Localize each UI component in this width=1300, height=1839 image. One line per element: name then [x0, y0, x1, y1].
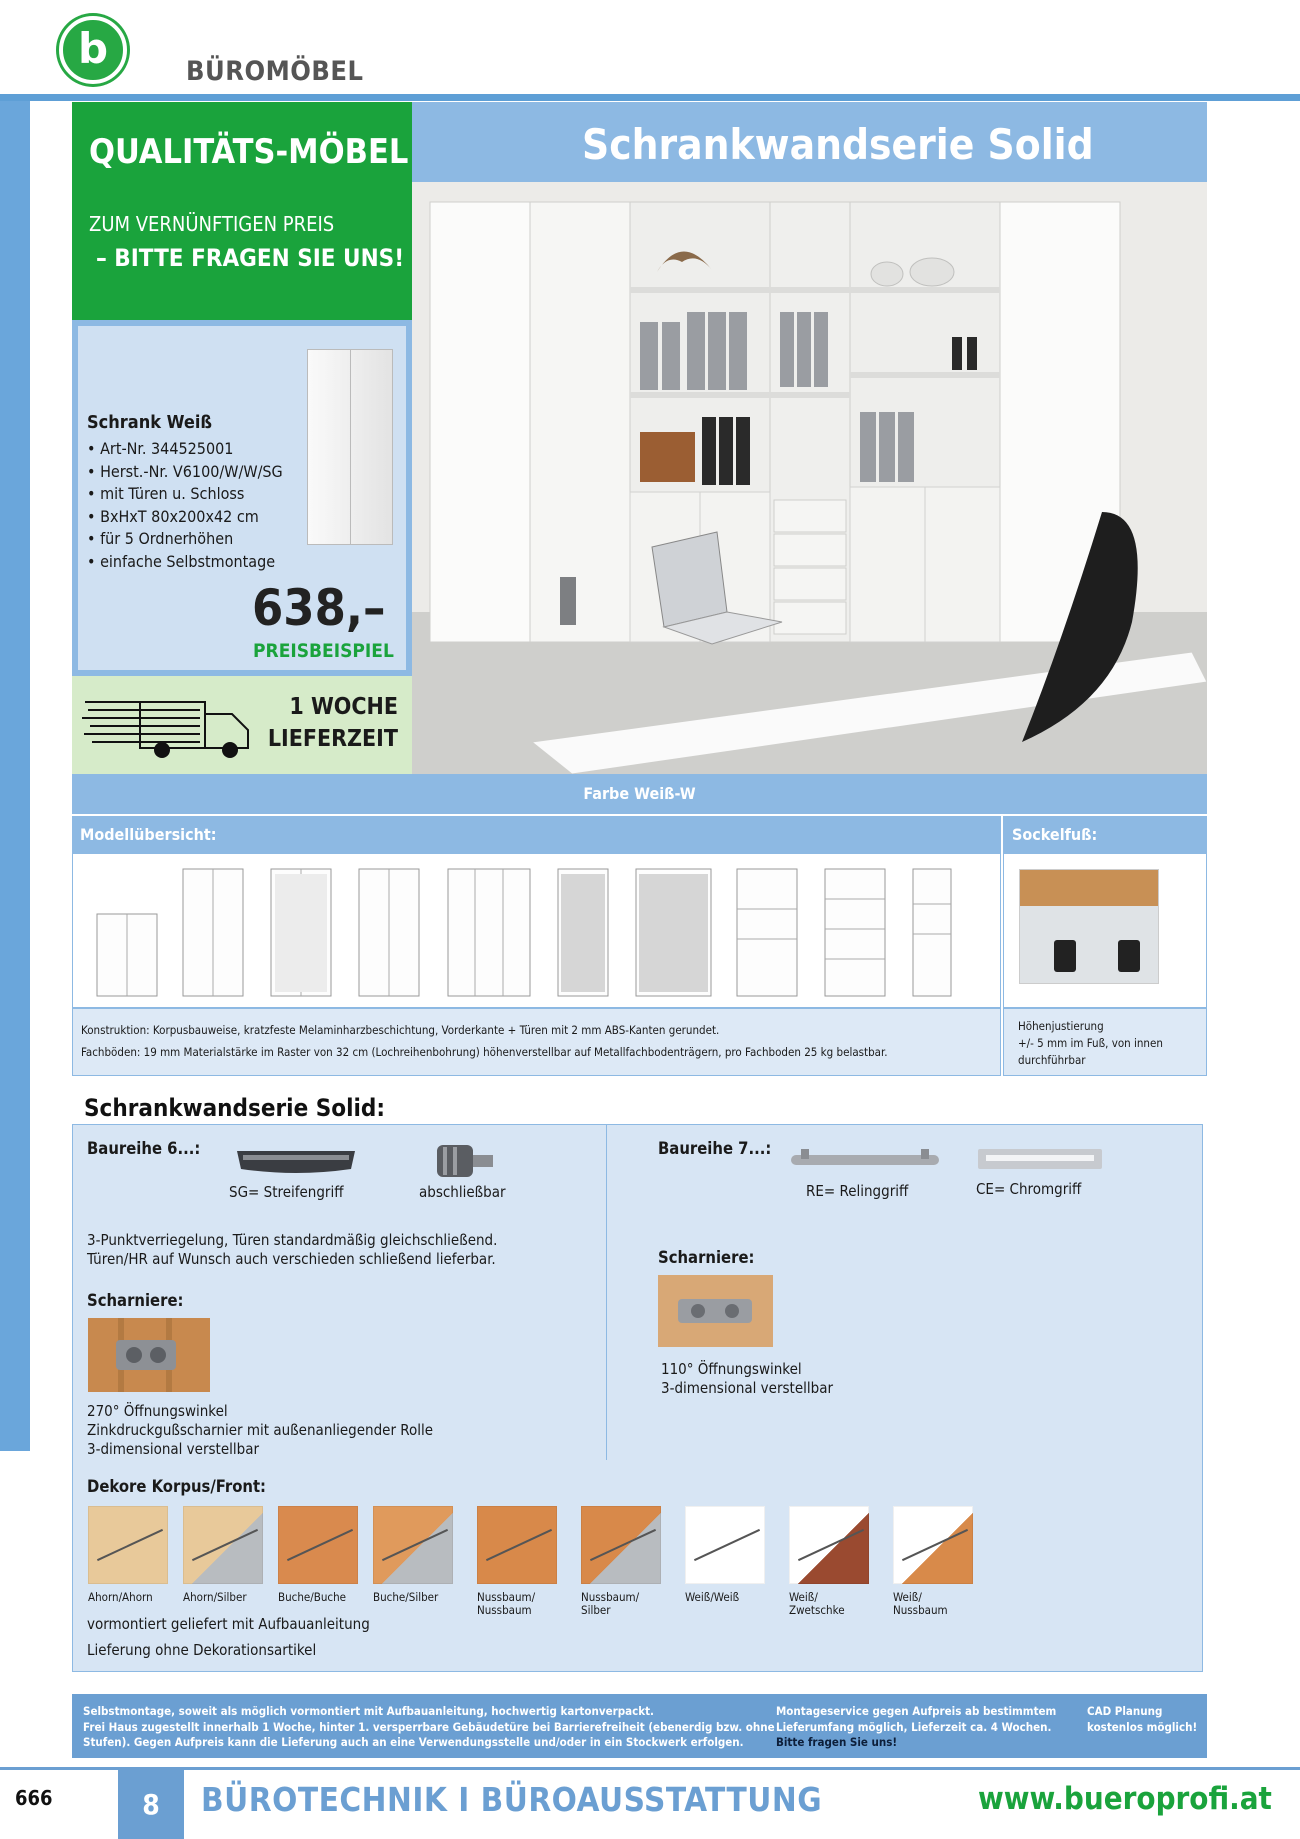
- base-desc-line: Höhenjustierung: [1018, 1019, 1104, 1033]
- footer-rule: [0, 1767, 1300, 1770]
- price-note: PREISBEISPIEL: [253, 640, 394, 662]
- delivery-truck-icon: [80, 694, 265, 764]
- delivery-box: [72, 676, 412, 774]
- hinges-label-right: Scharniere:: [658, 1248, 755, 1267]
- decor-label: Zwetschke: [789, 1603, 845, 1617]
- assembly-note: vormontiert geliefert mit Aufbauanleitung: [87, 1615, 370, 1633]
- product-thumbnail: [307, 349, 393, 545]
- series-title: Schrankwandserie Solid:: [84, 1094, 385, 1122]
- info-left-line: Stufen). Gegen Aufpreis kann die Lieferung auch an eine Verwendungsstelle und/oder in ein Stockwerk erfolgen.: [83, 1735, 744, 1749]
- base-desc-line: +/- 5 mm im Fuß, von innen: [1018, 1036, 1163, 1050]
- decor-swatch: [278, 1506, 358, 1584]
- hinge-left-text: 270° Öffnungswinkel: [87, 1402, 228, 1420]
- construction-description: [72, 1008, 1001, 1076]
- feature-item: • Herst.-Nr. V6100/W/W/SG: [87, 461, 283, 481]
- base-foot-panel: [1003, 853, 1207, 1008]
- product-price: 638,–: [252, 579, 386, 637]
- lockable-label: abschließbar: [419, 1183, 506, 1201]
- shelves-text: Fachböden: 19 mm Materialstärke im Raster von 32 cm (Lochreihenbohrung) höhenverstellbar auf Metallfachbodenträgern, pro Fachboden 25 kg belastbar.: [81, 1045, 888, 1059]
- chrome-handle-icon: [976, 1145, 1104, 1173]
- base-label: Sockelfuß:: [1003, 816, 1207, 853]
- hinge-right-text: 3-dimensional verstellbar: [661, 1379, 834, 1397]
- model-drawings: [73, 854, 1002, 1009]
- chapter-title: BÜROTECHNIK I BÜROAUSSTATTUNG: [201, 1780, 823, 1819]
- decor-label: Weiß/: [893, 1590, 922, 1604]
- feature-item: • für 5 Ordnerhöhen: [87, 529, 234, 548]
- feature-item: • BxHxT 80x200x42 cm: [87, 506, 259, 526]
- info-right-line: kostenlos möglich!: [1087, 1719, 1198, 1734]
- base-desc-line: durchführbar: [1018, 1053, 1086, 1067]
- handle-sg-label: SG= Streifengriff: [229, 1183, 344, 1201]
- product-name: Schrank Weiß: [87, 412, 213, 433]
- series-banner: [412, 102, 1207, 182]
- lock-text: Türen/HR auf Wunsch auch verschieden schließend lieferbar.: [87, 1250, 496, 1268]
- base-foot-description: [1003, 1008, 1207, 1076]
- info-right: [1087, 1704, 1197, 1735]
- decor-swatch: [477, 1506, 557, 1584]
- handle-re-label: RE= Relinggriff: [806, 1182, 909, 1200]
- decor-label: Ahorn/Ahorn: [88, 1590, 153, 1604]
- strip-handle-icon: [233, 1147, 359, 1177]
- series-7-heading: Baureihe 7...:: [658, 1139, 772, 1158]
- decor-swatch: [893, 1506, 973, 1584]
- info-right-line: CAD Planung: [1087, 1704, 1163, 1718]
- product-card: [72, 320, 412, 676]
- hinge-right-text: 110° Öffnungswinkel: [661, 1360, 802, 1378]
- promo-headline: QUALITÄTS-MÖBEL: [89, 132, 409, 172]
- decor-label: Buche/Buche: [278, 1590, 347, 1604]
- decor-swatch: [183, 1506, 263, 1584]
- model-overview-panel: [72, 853, 1001, 1008]
- info-left-line: Selbstmontage, soweit als möglich vormontiert mit Aufbauanleitung, hochwertig kartonverpackt.: [83, 1704, 654, 1718]
- header-rule: [0, 94, 1300, 101]
- info-bar: [72, 1694, 1207, 1758]
- decor-label: Ahorn/Silber: [183, 1590, 247, 1604]
- promo-line-1: ZUM VERNÜNFTIGEN PREIS: [89, 212, 335, 236]
- decor-label: Weiß/: [789, 1590, 818, 1604]
- hinge-left-text: Zinkdruckgußscharnier mit außenanliegender Rolle: [87, 1421, 434, 1439]
- chapter-number: 8: [118, 1770, 184, 1839]
- lock-icon: [431, 1139, 501, 1183]
- series-6-heading: Baureihe 6...:: [87, 1139, 201, 1158]
- info-left: [83, 1704, 775, 1751]
- decor-swatch: [88, 1506, 168, 1584]
- info-middle-line: Lieferumfang möglich, Lieferzeit ca. 4 Wochen.: [776, 1719, 1052, 1734]
- column-divider: [606, 1125, 607, 1460]
- banner-title: Schrankwandserie Solid: [582, 120, 1094, 169]
- promo-line-2: – BITTE FRAGEN SIE UNS!: [96, 244, 405, 272]
- base-foot-photo: [1019, 869, 1159, 984]
- handle-ce-label: CE= Chromgriff: [976, 1180, 1082, 1198]
- decor-label: Nussbaum: [893, 1603, 948, 1617]
- cabinet-wall-illustration: [412, 182, 1207, 774]
- rail-handle-icon: [787, 1147, 943, 1171]
- series-details: [72, 1124, 1203, 1672]
- decor-label: Dekore Korpus/Front:: [87, 1477, 266, 1496]
- feature-list: [87, 438, 283, 573]
- page-number: 666: [15, 1786, 53, 1810]
- decor-swatch: [373, 1506, 453, 1584]
- decor-label: Nussbaum: [477, 1603, 532, 1617]
- construction-text: Konstruktion: Korpusbauweise, kratzfeste Melaminharzbeschichtung, Vorderkante + Türen mit 2 mm ABS-Kanten gerundet.: [81, 1023, 720, 1037]
- decor-label: Weiß/Weiß: [685, 1590, 740, 1604]
- decor-swatch: [789, 1506, 869, 1584]
- info-middle: [776, 1704, 1056, 1751]
- section-title: BÜROMÖBEL: [186, 56, 364, 87]
- brand-logo: [59, 16, 127, 84]
- website-link[interactable]: www.bueroprofi.at: [978, 1781, 1272, 1817]
- feature-item: • Art-Nr. 344525001: [87, 439, 234, 458]
- color-bar: Farbe Weiß-W: [72, 774, 1207, 814]
- logo-letter: b: [77, 24, 109, 73]
- feature-item: • mit Türen u. Schloss: [87, 484, 245, 503]
- decor-label: Silber: [581, 1603, 611, 1617]
- decoration-note: Lieferung ohne Dekorationsartikel: [87, 1641, 317, 1659]
- feature-item: • einfache Selbstmontage: [87, 551, 276, 571]
- side-color-strip: [0, 101, 30, 1451]
- decor-swatch: [685, 1506, 765, 1584]
- hinge-110-photo: [658, 1275, 773, 1347]
- hinge-left-text: 3-dimensional verstellbar: [87, 1440, 260, 1458]
- info-left-line: Frei Haus zugestellt innerhalb 1 Woche, hinter 1. versperrbare Gebäudetüre bei Barrierefreiheit (ebenerdig bzw. ohne: [83, 1719, 775, 1734]
- product-photo: [412, 182, 1207, 774]
- decor-label: Buche/Silber: [373, 1590, 439, 1604]
- decor-label: Nussbaum/: [477, 1590, 536, 1604]
- models-label: Modellübersicht:: [72, 816, 1001, 853]
- decor-swatch: [581, 1506, 661, 1584]
- decor-label: Nussbaum/: [581, 1590, 640, 1604]
- delivery-line-1: 1 WOCHE: [289, 694, 398, 720]
- delivery-line-2: LIEFERZEIT: [267, 726, 398, 752]
- info-middle-line: Montageservice gegen Aufpreis ab bestimmtem: [776, 1704, 1057, 1718]
- lock-text: 3-Punktverriegelung, Türen standardmäßig gleichschließend.: [87, 1231, 498, 1249]
- hinge-270-photo: [88, 1318, 210, 1392]
- info-middle-line: Bitte fragen Sie uns!: [776, 1735, 898, 1749]
- hinges-label-left: Scharniere:: [87, 1291, 184, 1310]
- promo-box: [72, 102, 412, 320]
